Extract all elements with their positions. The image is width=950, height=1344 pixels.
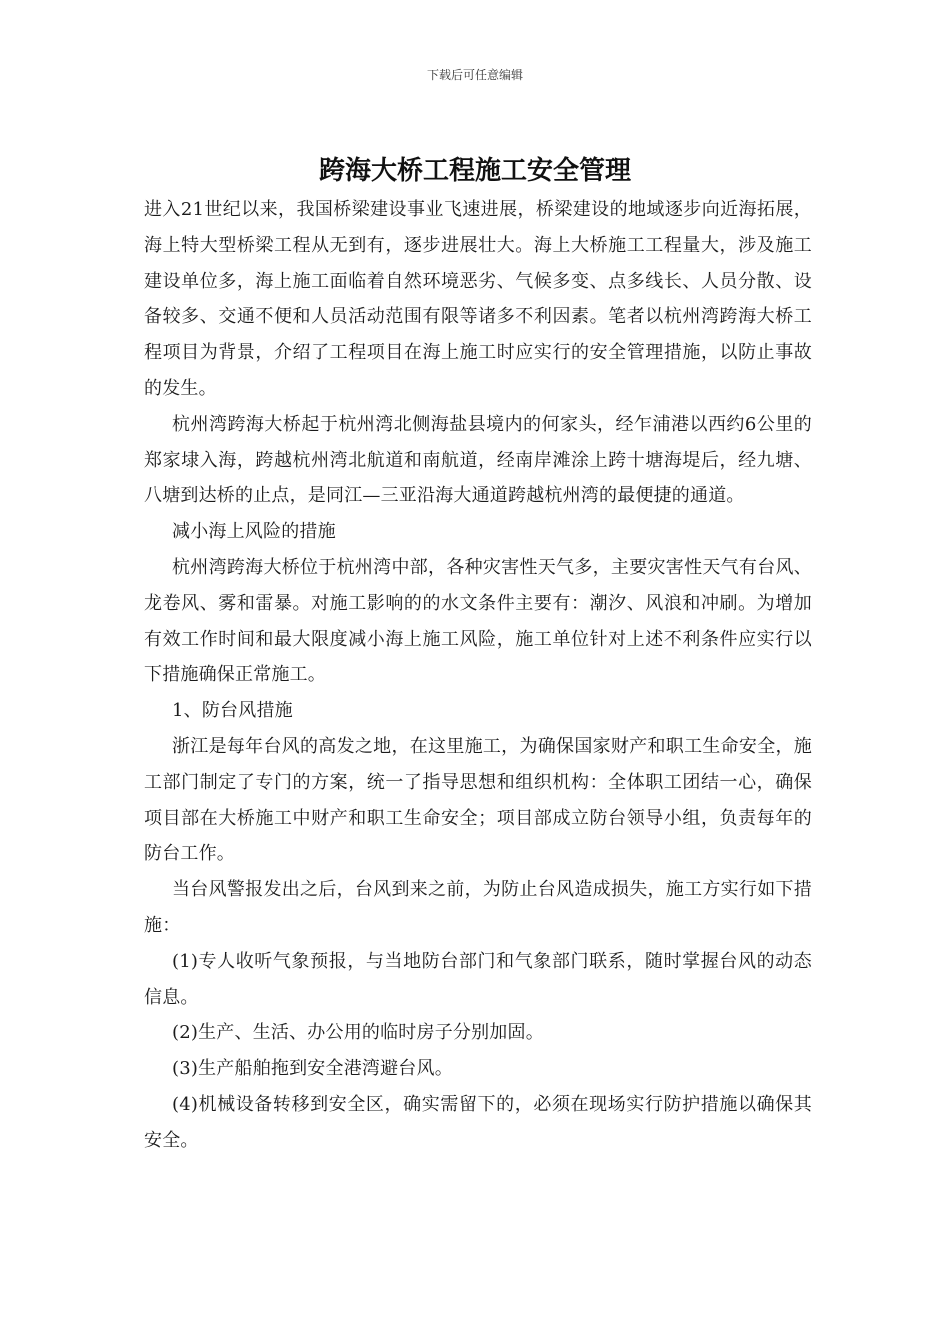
section-heading-typhoon: 1、防台风措施: [172, 700, 293, 722]
paragraph-bridge-location: 杭州湾跨海大桥起于杭州湾北侧海盐县境内的何家头，经乍浦港以西约6公里的郑家埭入海，跨越杭州湾北航道和南航道，经南岸滩涂上跨十塘海堤后，经九塘、八塘到达桥的止点，是同江—三亚沿海大通道跨越杭州湾的最便捷的通道。: [144, 413, 812, 507]
list-item-4: (4)机械设备转移到安全区，确实需留下的，必须在现场实行防护措施以确保其安全。: [144, 1093, 812, 1151]
paragraph-typhoon-plan: 浙江是每年台风的高发之地，在这里施工，为确保国家财产和职工生命安全，施工部门制定了专门的方案，统一了指导思想和组织机构：全体职工团结一心，确保项目部在大桥施工中财产和职工生命安全；项目部成立防台领导小组，负责每年的防台工作。: [144, 735, 812, 865]
list-item-2: (2)生产、生活、办公用的临时房子分别加固。: [172, 1022, 544, 1044]
document-title: 跨海大桥工程施工安全管理: [318, 156, 631, 186]
list-item-3: (3)生产船舶拖到安全港湾避台风。: [172, 1058, 453, 1080]
document-body: [144, 192, 812, 1159]
section-heading-risk-measures: 减小海上风险的措施: [172, 521, 336, 543]
list-item-1: (1)专人收听气象预报，与当地防台部门和气象部门联系，随时掌握台风的动态信息。: [144, 950, 812, 1008]
paragraph-intro: 进入21世纪以来，我国桥梁建设事业飞速进展，桥梁建设的地域逐步向近海拓展，海上特大型桥梁工程从无到有，逐步进展壮大。海上大桥施工工程量大，涉及施工建设单位多，海上施工面临着自然环境恶劣、气候多变、点多线长、人员分散、设备较多、交通不便和人员活动范围有限等诸多不利因素。笔者以杭州湾跨海大桥工程项目为背景，介绍了工程项目在海上施工时应实行的安全管理措施，以防止事故的发生。: [144, 199, 812, 399]
paragraph-typhoon-warning: 当台风警报发出之后，台风到来之前，为防止台风造成损失，施工方实行如下措施：: [144, 879, 812, 936]
header-note: 下载后可任意编辑: [426, 68, 523, 82]
paragraph-weather-conditions: 杭州湾跨海大桥位于杭州湾中部，各种灾害性天气多，主要灾害性天气有台风、龙卷风、雾和雷暴。对施工影响的的水文条件主要有：潮汐、风浪和冲刷。为增加有效工作时间和最大限度减小海上施工风险，施工单位针对上述不利条件应实行以下措施确保正常施工。: [144, 556, 812, 686]
